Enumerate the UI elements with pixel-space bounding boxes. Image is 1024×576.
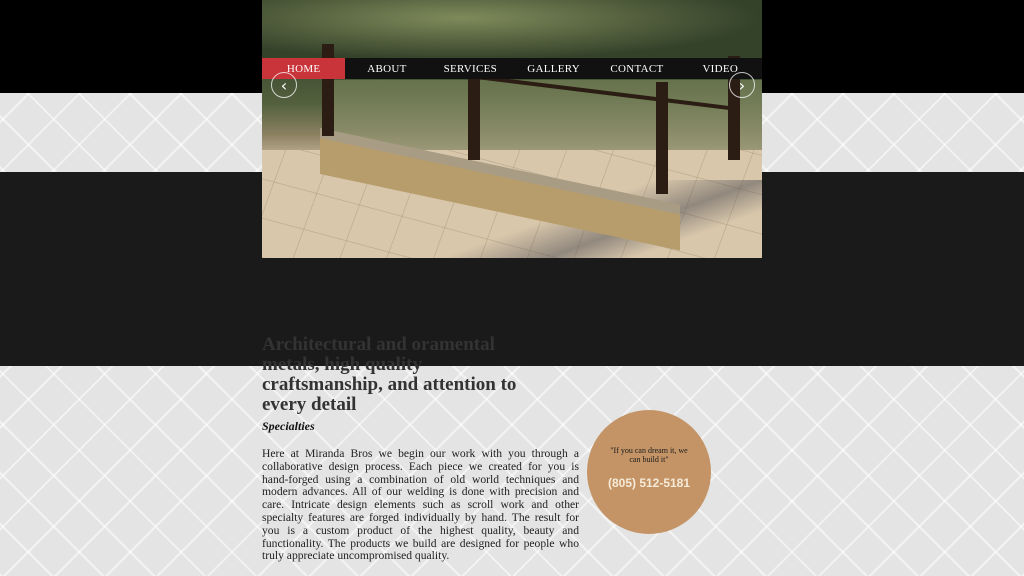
page-heading: Architectural and oramental metals, high quality craftsmanship, and attention to every detail [262,334,517,415]
nav-contact[interactable]: CONTACT [610,62,664,75]
phone-link[interactable]: (805) 512-5181 [607,476,691,490]
slogan-quote: "If you can dream it, we can build it" [610,446,688,464]
nav-gallery[interactable]: GALLERY [527,62,581,75]
chevron-left-icon: ‹ [280,75,288,95]
nav-home[interactable]: HOME [262,58,345,79]
nav-video[interactable]: VIDEO [702,62,739,75]
nav-about[interactable]: ABOUT [367,62,407,75]
iron-post [468,70,480,160]
chevron-right-icon: › [738,75,746,95]
slider-next-button[interactable] [729,72,755,98]
slider-prev-button[interactable] [271,72,297,98]
hero-slideshow-image [262,0,762,258]
iron-post [656,82,668,194]
hillside-background [262,0,762,60]
main-nav [262,58,762,79]
nav-services[interactable]: SERVICES [443,62,498,75]
intro-paragraph: Here at Miranda Bros we begin our work with you through a collaborative design process. Each piece we created for you is hand-forged using a combination of old world techniques and modern advances. All of our welding is done with precision and care. Intricate design elements such as scroll work and other specialty features are forged individually by hand. The result for you is a custom product of the highest quality, beauty and functionality. The products we build are designed for people who truly appreciate uncompromised quality. [262,447,579,563]
specialties-heading: Specialties [262,419,315,433]
contact-callout [587,410,711,534]
